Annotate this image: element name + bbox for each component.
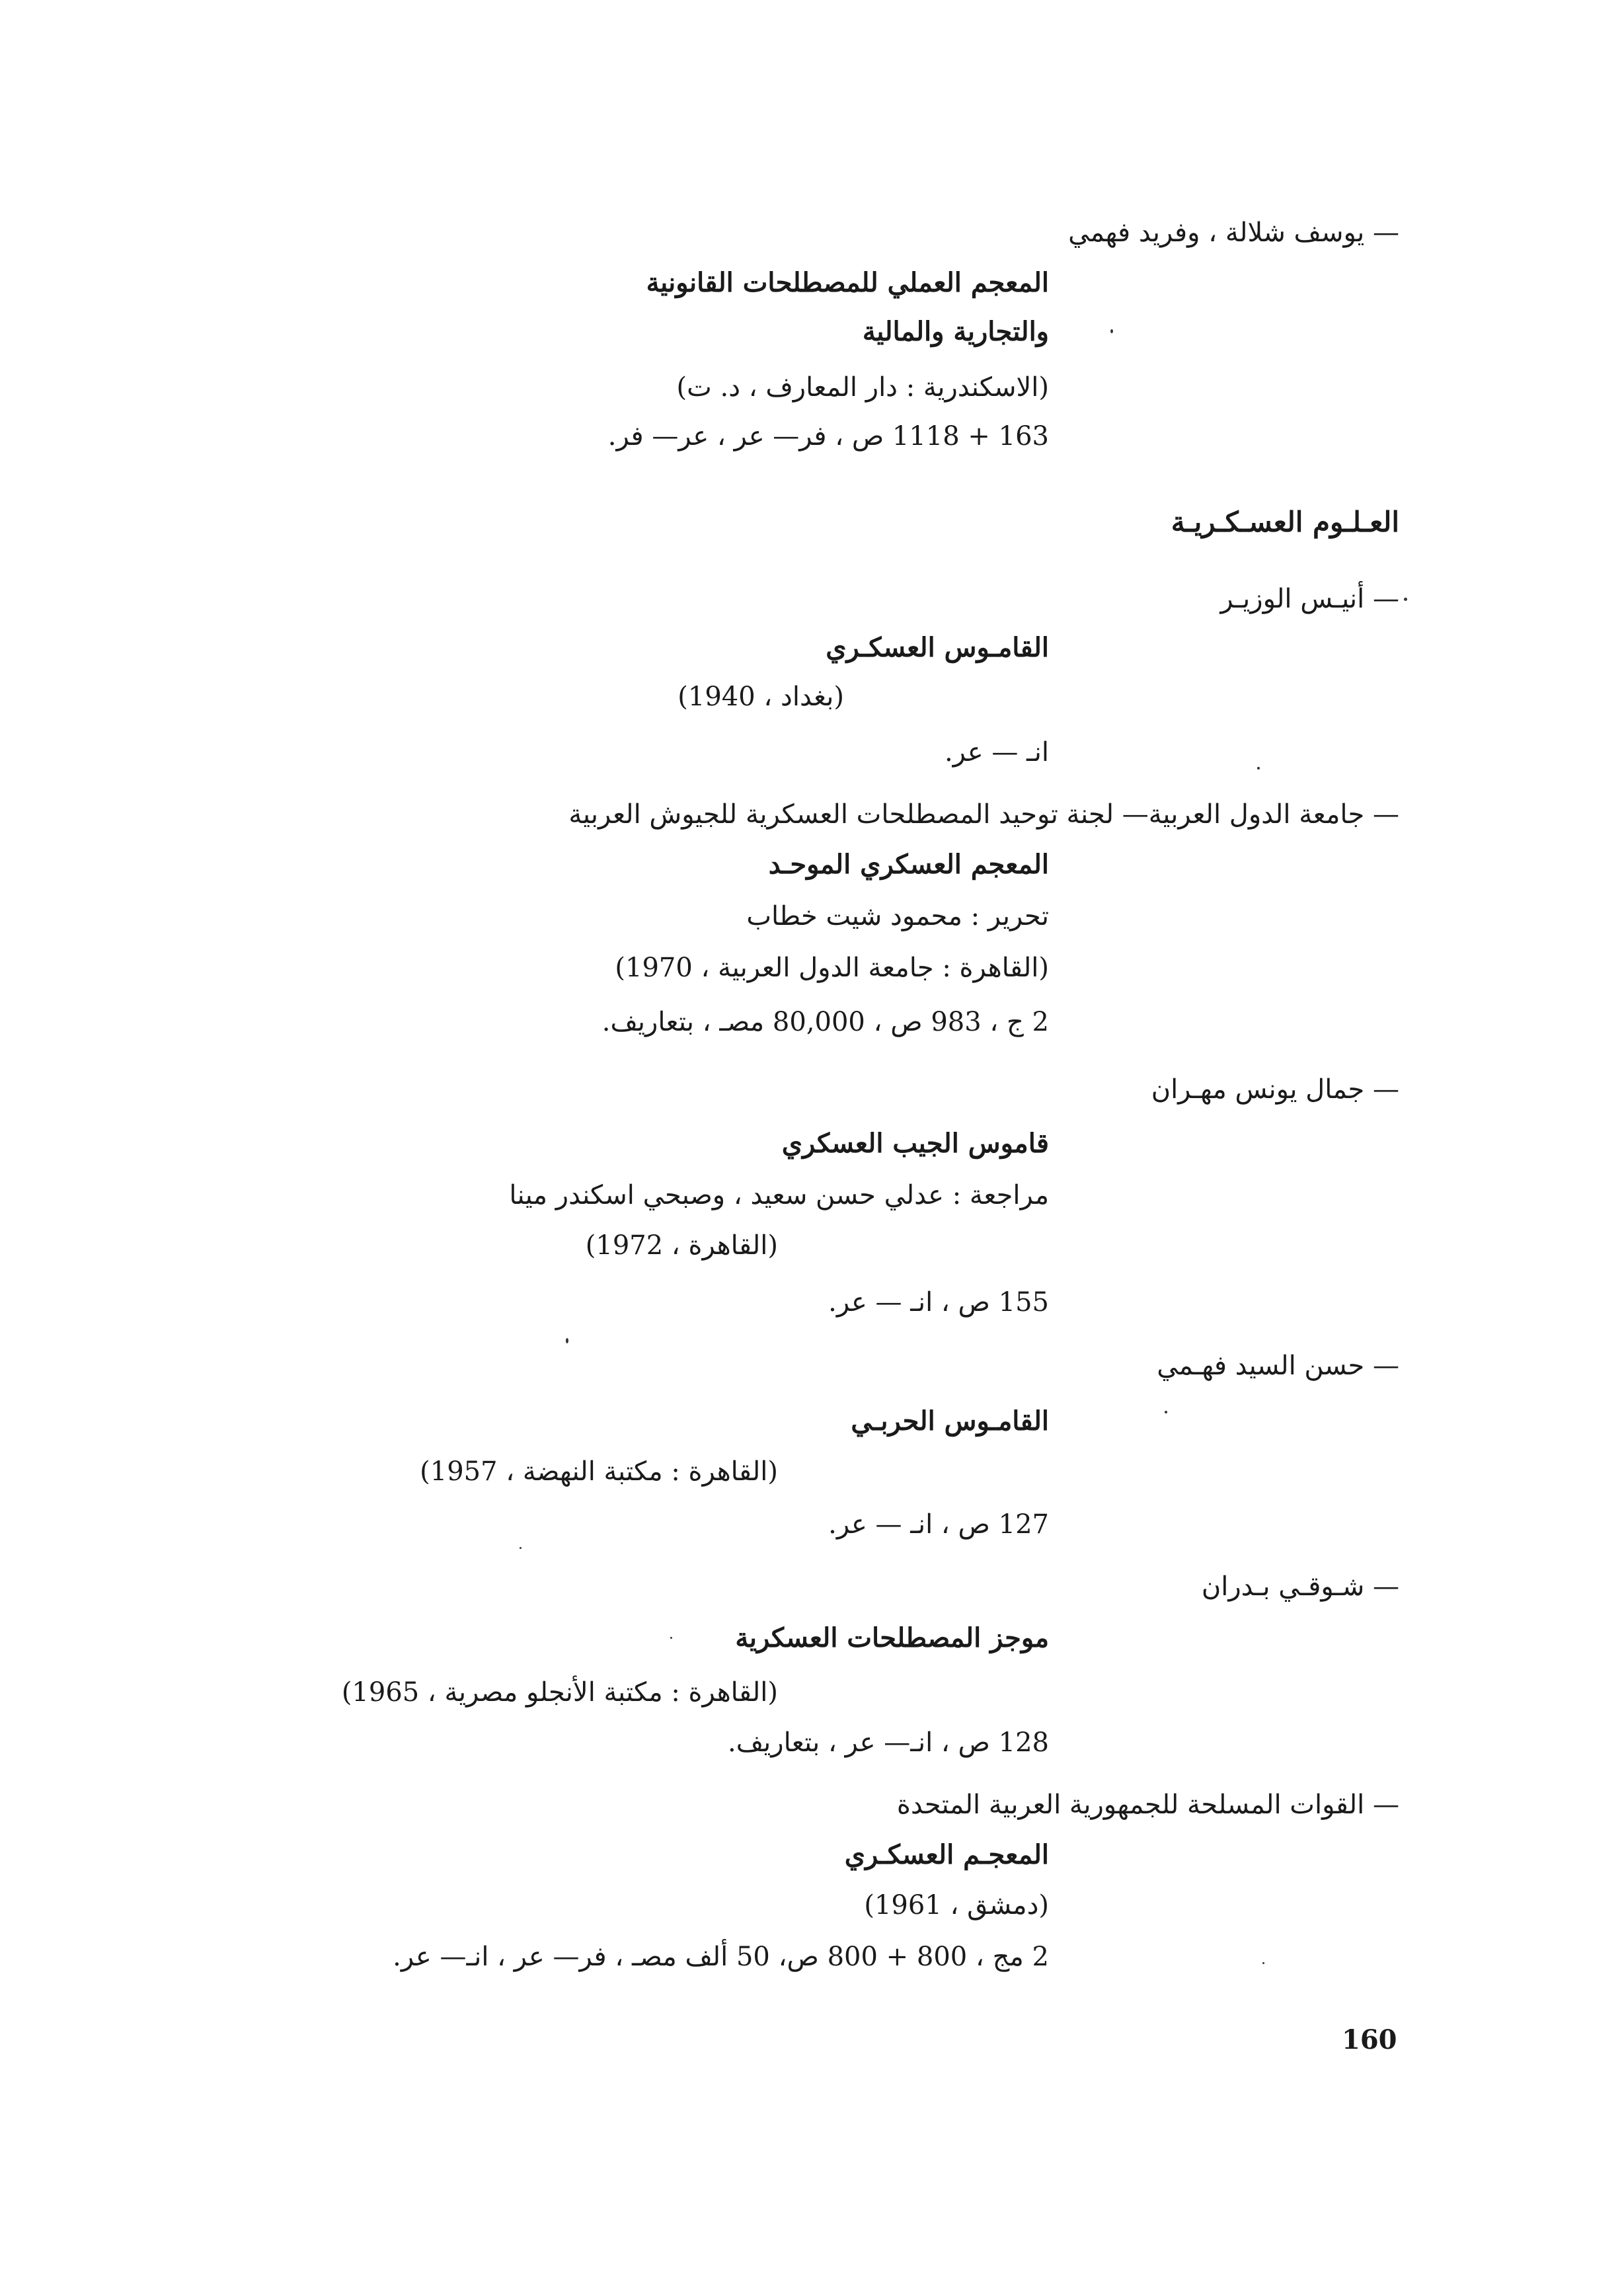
entry-author: — أنيـس الوزيـر xyxy=(1220,584,1399,614)
entry-editor: تحرير : محمود شيت خطاب xyxy=(746,901,1049,931)
entry-title: والتجارية والمالية xyxy=(862,316,1049,347)
entry-publication: (دمشق ، 1961) xyxy=(864,1890,1049,1920)
scan-speck xyxy=(1404,598,1407,601)
entry-title: المعجـم العسكـري xyxy=(844,1839,1049,1870)
entry-title: موجز المصطلحات العسكرية xyxy=(735,1622,1049,1653)
entry-author: — يوسف شلالة ، وفريد فهمي xyxy=(1068,218,1399,248)
scan-speck xyxy=(1110,329,1113,333)
entry-description: 163 + 1118 ص ، فر— عر ، عر— فر. xyxy=(607,421,1049,452)
scan-speck xyxy=(1257,767,1260,770)
section-heading: العـلـوم العسـكـريـة xyxy=(1171,506,1399,538)
entry-description: 128 ص ، انـ— عر ، بتعاريف. xyxy=(728,1727,1049,1758)
scan-speck xyxy=(520,1547,522,1549)
entry-publication: (الاسكندرية : دار المعارف ، د. ت) xyxy=(676,372,1049,403)
entry-title: المعجم العسكري الموحـد xyxy=(768,849,1049,880)
entry-author: — شـوقـي بـدران xyxy=(1201,1571,1399,1602)
entry-author: — حسن السيد فهـمي xyxy=(1157,1351,1399,1381)
entry-publication: (بغداد ، 1940) xyxy=(677,682,844,712)
entry-description: 2 ج ، 983 ص ، 80,000 مصـ ، بتعاريف. xyxy=(601,1007,1049,1037)
scan-speck xyxy=(670,1637,672,1639)
entry-publication: (القاهرة : مكتبة الأنجلو مصرية ، 1965) xyxy=(341,1677,778,1708)
scan-speck xyxy=(566,1338,568,1343)
entry-description: 155 ص ، انـ — عر. xyxy=(828,1287,1049,1318)
entry-reviewer: مراجعة : عدلي حسن سعيد ، وصبحي اسكندر مينا xyxy=(509,1180,1049,1210)
scan-speck xyxy=(1262,1962,1264,1964)
entry-title: القامـوس الحربـي xyxy=(851,1405,1049,1437)
entry-title: القامـوس العسكـري xyxy=(826,632,1049,663)
entry-author: — القوات المسلحة للجمهورية العربية المتحدة xyxy=(896,1790,1399,1820)
page-number: 160 xyxy=(1342,2024,1397,2055)
entry-publication: (القاهرة ، 1972) xyxy=(585,1230,778,1261)
entry-description: انـ — عر. xyxy=(944,737,1049,768)
entry-description: 2 مج ، 800 + 800 ص، 50 ألف مصـ ، فر— عر ، انـ— عر. xyxy=(393,1942,1049,1972)
entry-description: 127 ص ، انـ — عر. xyxy=(828,1509,1049,1540)
scan-speck xyxy=(1165,1411,1167,1413)
entry-author: — جامعة الدول العربية— لجنة توحيد المصطلحات العسكرية للجيوش العربية xyxy=(568,799,1399,830)
entry-title: المعجم العملي للمصطلحات القانونية xyxy=(646,267,1049,298)
entry-publication: (القاهرة : مكتبة النهضة ، 1957) xyxy=(420,1456,778,1487)
entry-publication: (القاهرة : جامعة الدول العربية ، 1970) xyxy=(615,953,1049,983)
entry-title: قاموس الجيب العسكري xyxy=(781,1128,1049,1159)
entry-author: — جمال يونس مهـران xyxy=(1151,1074,1399,1105)
